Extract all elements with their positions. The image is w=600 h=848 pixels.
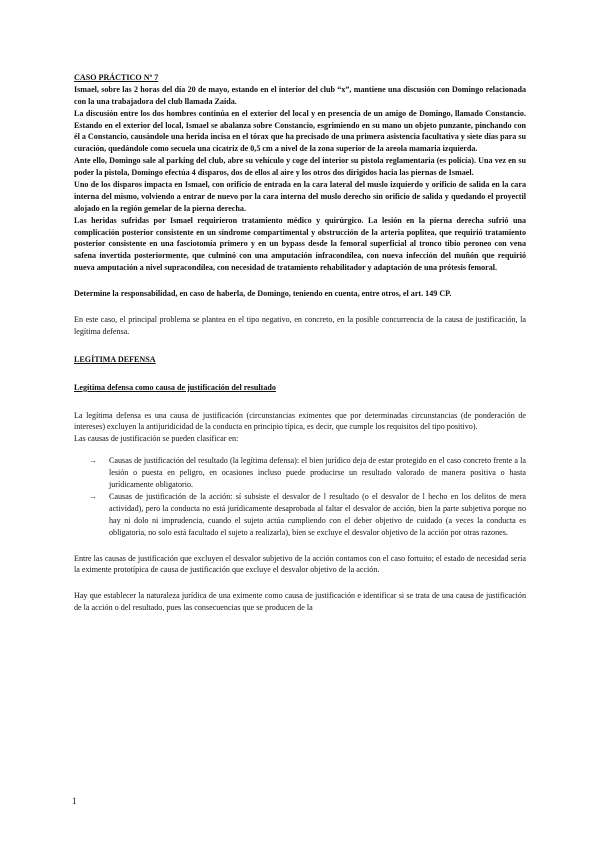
case-paragraph-1: Ismael, sobre las 2 horas del día 20 de mayo, estando en el interior del club “x”, mantiene una discusión con Domingo relacionada con la una trabajadora del club llamada Zaida.: [74, 84, 526, 106]
arrow-bullet-icon: →: [89, 456, 97, 466]
definition-paragraph: La legítima defensa es una causa de justificación (circunstancias eximentes que por determinadas circunstancias (de ponderación de intereses) excluyen la antijuridicidad de la conducta en principio típica, es decir, que cumple los requisitos del tipo positivo).: [74, 410, 526, 432]
page-content: [74, 72, 526, 614]
section-heading: LEGÍTIMA DEFENSA: [74, 354, 156, 364]
list-item-text: Causas de justificación del resultado (la legítima defensa): el bien jurídico deja de estar protegido en el caso concreto frente a la lesión o puesta en peligro, en ocasiones incluso puede producirse un resultado valorado de manera positiva o hasta jurídicamente obligatorio.: [109, 456, 526, 490]
list-item: [89, 455, 526, 491]
case-paragraph-3: Ante ello, Domingo sale al parking del club, abre su vehículo y coge del interior su pistola reglamentaria (es policía). Una vez en su poder la pistola, Domingo efectúa 4 disparos, dos de ellos al aire y los otros dos dirigidos hacia las piernas de Ismael.: [74, 156, 526, 178]
list-item: [89, 491, 526, 539]
arrow-bullet-icon: →: [89, 491, 97, 501]
final-paragraph: Hay que establecer la naturaleza jurídica de una eximente como causa de justificación e identificar si se trata de una causa de justificación de la acción o del resultado, pues las consecuencias que se producen de la: [74, 591, 526, 613]
case-question: Determine la responsabilidad, en caso de haberla, de Domingo, teniendo en cuenta, entre otros, el art. 149 CP.: [74, 289, 452, 299]
case-paragraph-5: Las heridas sufridas por Ismael requirieron tratamiento médico y quirúrgico. La lesión en la pierna derecha sufrió una complicación posterior consistente en un síndrome compartimental y obstrucción de la arteria poplítea, que requirió tratamiento posterior consistente en una fasciotomía primero y en un bypass desde la femoral superficial al tronco tibio peroneo con vena safena invertida posteriormente, que culminó con una amputación infracondílea, con nueva infección del muñón que requirió nueva amputación a nivel supracondílea, con necesidad de tratamiento rehabilitador y adaptación de una prótesis femoral.: [74, 215, 526, 273]
case-paragraph-4: Uno de los disparos impacta en Ismael, con orificio de entrada en la cara lateral del muslo izquierdo y orificio de salida en la cara interna del mismo, volviendo a entrar de nuevo por la cara interna del muslo derecho sin orificio de salida y quedando el proyectil alojado en la región gemelar de la pierna derecha.: [74, 180, 526, 213]
subsection-heading: Legítima defensa como causa de justificación del resultado: [74, 382, 276, 392]
causes-list: [74, 455, 526, 538]
intro-paragraph: En este caso, el principal problema se plantea en el tipo negativo, en concreto, en la posible concurrencia de la causa de justificación, la legítima defensa.: [74, 315, 526, 336]
case-paragraph-2: La discusión entre los dos hombres continúa en el exterior del local y en presencia de un amigo de Domingo, llamado Constancio. Estando en el exterior del local, Ismael se abalanza sobre Constancio, esgrimiendo en su mano un objeto punzante, pinchando con él a Constancio, causándole una herida incisa en el tórax que ha precisado de una primera asistencia facultativa y siete días para su curación, quedándole como secuela una cicatriz de 0,5 cm a nivel de la zona superior de la areola mamaria izquierda.: [74, 108, 526, 154]
list-item-text: Causas de justificación de la acción: sí subsiste el desvalor de l resultado (o el desvalor de l hecho en los delitos de mera actividad), pero la conducta no está jurídicamente desaprobada al faltar el desvalor de acción, bien la parte subjetiva porque no hay ni dolo ni imprudencia, cuando el sujeto actúa cumpliendo con el deber objetivo de cuidado (a veces la conducta es obligatoria, no solo está facultado el sujeto a realizarla), bien se excluye el desvalor objetivo de la acción por otras razones.: [109, 491, 526, 537]
page-number: 1: [72, 796, 77, 806]
case-title: CASO PRÁCTICO Nº 7: [74, 73, 159, 82]
fortuito-paragraph: Entre las causas de justificación que excluyen el desvalor subjetivo de la acción contamos con el caso fortuito; el estado de necesidad sería la eximente prototípica de causa de justificación que excluye el desvalor objetivo de la acción.: [74, 553, 526, 575]
classification-intro: Las causas de justificación se pueden clasificar en:: [74, 434, 239, 444]
